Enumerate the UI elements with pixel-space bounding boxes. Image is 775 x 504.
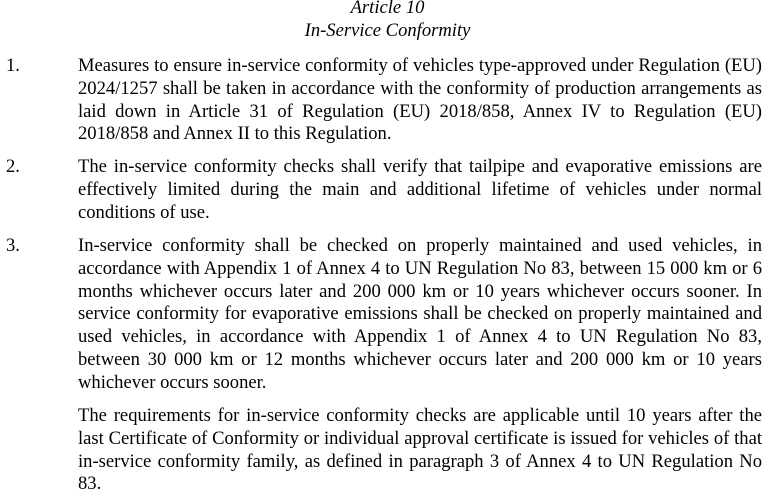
paragraph-text: The in-service conformity checks shall verify that tailpipe and evaporative emissions are effectively limited during the main and additional lifetime of vehicles under normal conditions of use. — [78, 156, 762, 223]
paragraph-number: 1. — [6, 55, 20, 76]
paragraph-text: Measures to ensure in-service conformity of vehicles type-approved under Regulation (EU) 2024/1257 shall be taken in accordance with the conformity of production arrangements as laid down in Article 31 of Regulation (EU) 2018/858, Annex IV to Regulation (EU) 2018/858 and Annex II to this Regulation. — [78, 55, 762, 145]
paragraph-text: The requirements for in-service conformity checks are applicable until 10 years after the last Certificate of Conformity or individual approval certificate is issued for vehicles of that in-service conformity family, as defined in paragraph 3 of Annex 4 to UN Regulation No 83. — [78, 405, 762, 495]
article-number: Article 10 — [350, 0, 425, 18]
article-heading — [0, 0, 775, 43]
article-title: In-Service Conformity — [304, 20, 471, 41]
paragraph-number: 2. — [6, 156, 20, 177]
paragraph-text: In-service conformity shall be checked on properly maintained and used vehicles, in accordance with Appendix 1 of Annex 4 to UN Regulation No 83, between 15 000 km or 6 months whichever occurs later and 200 000 km or 10 years whichever occurs sooner. In service conformity for evaporative emissions shall be checked on properly maintained and used vehicles, in accordance with Appendix 1 of Annex 4 to UN Regulation No 83, between 30 000 km or 12 months whichever occurs later and 200 000 km or 10 years whichever occurs sooner. — [78, 235, 762, 393]
paragraph-number: 3. — [6, 235, 20, 256]
